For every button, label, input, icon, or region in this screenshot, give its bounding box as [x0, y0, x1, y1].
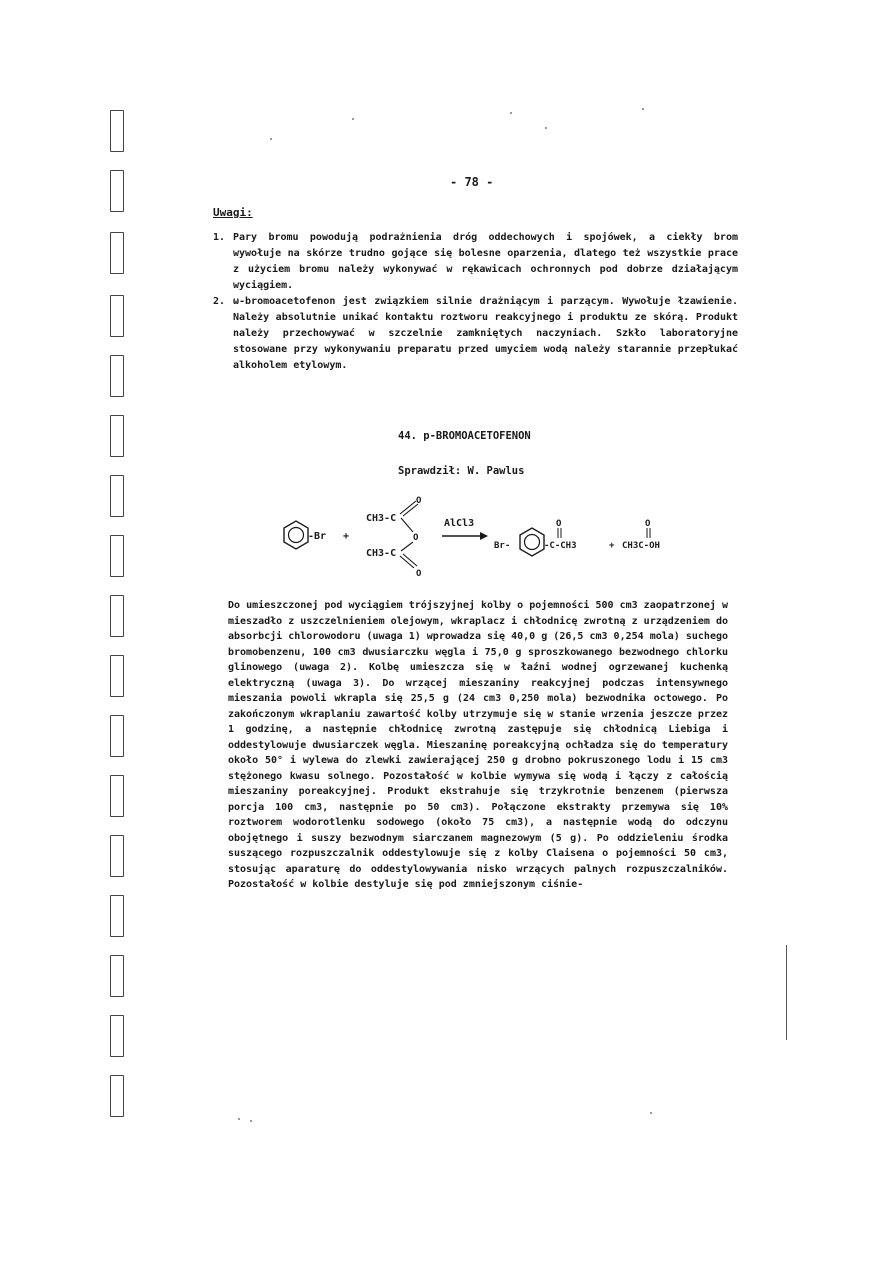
scan-margin-line — [786, 945, 787, 1040]
binder-hole — [110, 1075, 124, 1117]
binder-hole — [110, 110, 124, 152]
binder-hole — [110, 170, 124, 212]
note-item — [213, 294, 738, 374]
binder-hole — [110, 415, 124, 457]
binder-hole — [110, 295, 124, 337]
scan-speck — [238, 1118, 240, 1120]
scan-speck — [545, 127, 547, 129]
anhydride-oxygen-top: O — [416, 496, 422, 506]
binder-hole — [110, 955, 124, 997]
binder-hole — [110, 1015, 124, 1057]
scan-speck — [250, 1120, 252, 1122]
binder-hole — [110, 835, 124, 877]
binder-hole — [110, 775, 124, 817]
note-number: 2. — [213, 296, 226, 307]
binder-hole — [110, 655, 124, 697]
plus-sign: + — [343, 531, 350, 542]
anhydride-top: CH3-C — [366, 513, 397, 524]
aromatic-circle — [525, 535, 540, 550]
binder-hole — [110, 895, 124, 937]
binder-hole — [110, 595, 124, 637]
scan-speck — [352, 118, 354, 120]
scan-speck — [270, 138, 272, 140]
note-number: 1. — [213, 232, 226, 243]
binder-hole — [110, 355, 124, 397]
note-text: ω-bromoacetofenon jest związkiem silnie drażniącym i parzącym. Wywołuje łzawienie. Należy absolutnie unikać kontaktu roztworu reakcyjnego i produktu ze skórą. Produkt należy przechowywać w szczelnie zamkniętych naczyniach. Szkło laboratoryjne stosowane przy wykonywaniu preparatu przed umyciem wodą należy starannie przepłukać alkoholem etylowym. — [233, 296, 738, 371]
scan-speck — [650, 1112, 652, 1114]
note-text: Pary bromu powodują podrażnienia dróg oddechowych i spojówek, a ciekły brom wywołuje na skórze trudno gojące się bolesne oparzenia, dlatego też wszystkie prace z użyciem bromu należy wykonywać w rękawicach ochronnych pod dobrze działającym wyciągiem. — [233, 232, 738, 291]
catalyst-label: AlCl3 — [444, 518, 475, 529]
aromatic-circle — [289, 528, 304, 543]
section-title: 44. p-BROMOACETOFENON — [398, 430, 531, 442]
reaction-scheme — [270, 488, 750, 583]
binder-hole — [110, 232, 124, 274]
binder-hole — [110, 715, 124, 757]
product-benzene-ring — [520, 528, 544, 556]
note-item — [213, 230, 738, 294]
plus-sign: + — [609, 541, 615, 551]
bromo-substituent: -Br — [308, 531, 327, 542]
notes-list — [213, 230, 738, 374]
binder-hole — [110, 475, 124, 517]
bond — [401, 542, 413, 551]
acetic-acid: CH3C-OH — [622, 541, 660, 551]
procedure-paragraph: Do umieszczonej pod wyciągiem trójszyjnej kolby o pojemności 500 cm3 zaopatrzonej w mieszadło z uszczelnieniem olejowym, wkraplacz i chłodnicę zwrotną z urządzeniem do absorbcji chlorowodoru (uwaga 1) wprowadza się 40,0 g (26,5 cm3 0,254 mola) suchego bromobenzenu, 100 cm3 dwusiarczku węgla i 75,0 g sproszkowanego bezwodnego chlorku glinowego (uwaga 2). Kolbę umieszcza się w łaźni wodnej ogrzewanej kuchenką elektryczną (uwaga 3). Do wrzącej mieszaniny reakcyjnej podczas intensywnego mieszania powoli wkrapla się 25,5 g (24 cm3 0,250 mola) bezwodnika octowego. Po zakończonym wkraplaniu zawartość kolby utrzymuje się w stanie wrzenia jeszcze przez 1 godzinę, a następnie chłodnicę zwrotną zastępuje się chłodnicą Liebiga i oddestylowuje dwusiarczek węgla. Mieszaninę poreakcyjną ochładza się do temperatury około 50° i wylewa do zlewki zawierającej 250 g drobno pokruszonego lodu i 15 cm3 stężonego kwasu solnego. Pozostałość w kolbie wymywa się wodą i łączy z całością mieszaniny poreakcyjnej. Produkt ekstrahuje się trzykrotnie benzenem (pierwsza porcja 100 cm3, następnie po 50 cm3). Połączone ekstrakty przemywa się 10% roztworem wodorotlenku sodowego (około 75 cm3), a następnie wodą do odczynu obojętnego i suszy bezwodnym siarczanem magnezowym (5 g). Po oddzieleniu środka suszącego rozpuszczalnik oddestylowuje się z kolby Claisena o pojemności 50 cm3, stosując aparaturę do oddestylowywania nisko wrzących palnych rozpuszczalników. Pozostałość w kolbie destyluje się pod zmniejszonym ciśnie- — [228, 600, 728, 890]
acid-oxygen: O — [645, 519, 651, 529]
binder-hole — [110, 535, 124, 577]
product-acetyl: -C-CH3 — [544, 541, 577, 551]
anhydride-oxygen-mid: O — [413, 533, 419, 543]
product-oxygen: O — [556, 519, 562, 529]
scan-speck — [510, 112, 512, 114]
scan-speck — [642, 108, 644, 110]
notes-heading: Uwagi: — [213, 206, 253, 219]
anhydride-oxygen-bottom: O — [416, 569, 422, 579]
anhydride-bottom: CH3-C — [366, 548, 397, 559]
binder-holes — [110, 100, 130, 1120]
bond — [401, 518, 413, 532]
procedure-text — [228, 598, 728, 893]
checked-by: Sprawdził: W. Pawlus — [398, 465, 525, 477]
arrow-head — [480, 532, 488, 540]
benzene-ring — [284, 521, 308, 549]
product-bromo: Br- — [494, 541, 511, 551]
page-number: - 78 - — [450, 175, 494, 189]
